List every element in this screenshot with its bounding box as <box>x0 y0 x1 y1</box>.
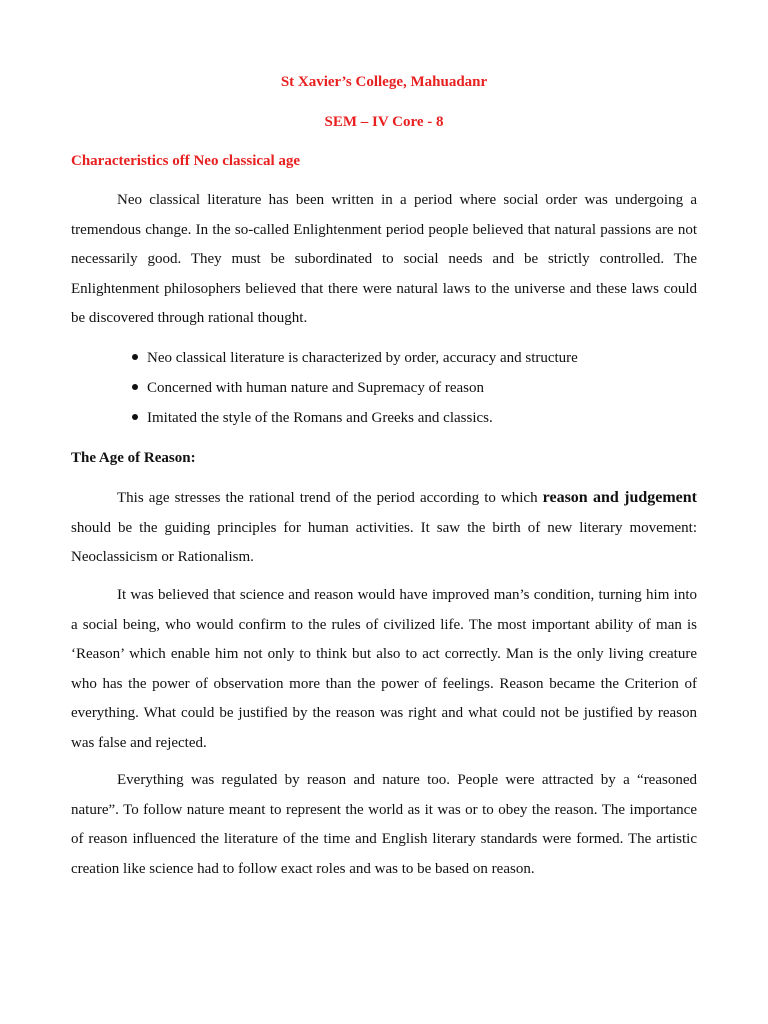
paragraph-age-of-reason <box>71 483 697 573</box>
section-heading-age-of-reason: The Age of Reason: <box>71 450 196 466</box>
section-heading-characteristics: Characteristics off Neo classical age <box>71 153 301 169</box>
emphasis-text: reason and judgement <box>542 489 698 506</box>
list-item: Imitated the style of the Romans and Greeks and classics. <box>140 403 700 433</box>
college-title: St Xavier’s College, Mahuadanr <box>280 74 488 90</box>
semester-title: SEM – IV Core - 8 <box>324 114 444 130</box>
paragraph-text: should be the guiding principles for human activities. It saw the birth of new literary movement: Neoclassicism or Rationalism. <box>71 519 697 565</box>
paragraph-science-reason: It was believed that science and reason would have improved man’s condition, turning him into a social being, who would confirm to the rules of civilized life. The most important ability of man is ‘Reason’ which enable him not only to think but also to act correctly. Man is the only living creature who has the power of observation more than the power of feelings. Reason became the Criterion of everything. What could be justified by the reason was right and what could not be justified by reason was false and rejected. <box>71 587 697 751</box>
list-item: Concerned with human nature and Supremacy of reason <box>140 373 700 403</box>
paragraph-intro: Neo classical literature has been written in a period where social order was undergoing a tremendous change. In the so-called Enlightenment period people believed that natural passions are not necessarily good. They must be subordinated to social needs and be strictly controlled. The Enlightenment philosophers believed that there were natural laws to the universe and these laws could be discovered through rational thought. <box>71 192 697 326</box>
characteristics-list <box>140 343 700 433</box>
list-item: Neo classical literature is characterized by order, accuracy and structure <box>140 343 700 373</box>
paragraph-nature: Everything was regulated by reason and nature too. People were attracted by a “reasoned nature”. To follow nature meant to represent the world as it was or to obey the reason. The importance of reason influenced the literature of the time and English literary standards were formed. The artistic creation like science had to follow exact roles and was to be based on reason. <box>71 772 697 877</box>
paragraph-text: This age stresses the rational trend of the period according to which <box>117 490 543 506</box>
